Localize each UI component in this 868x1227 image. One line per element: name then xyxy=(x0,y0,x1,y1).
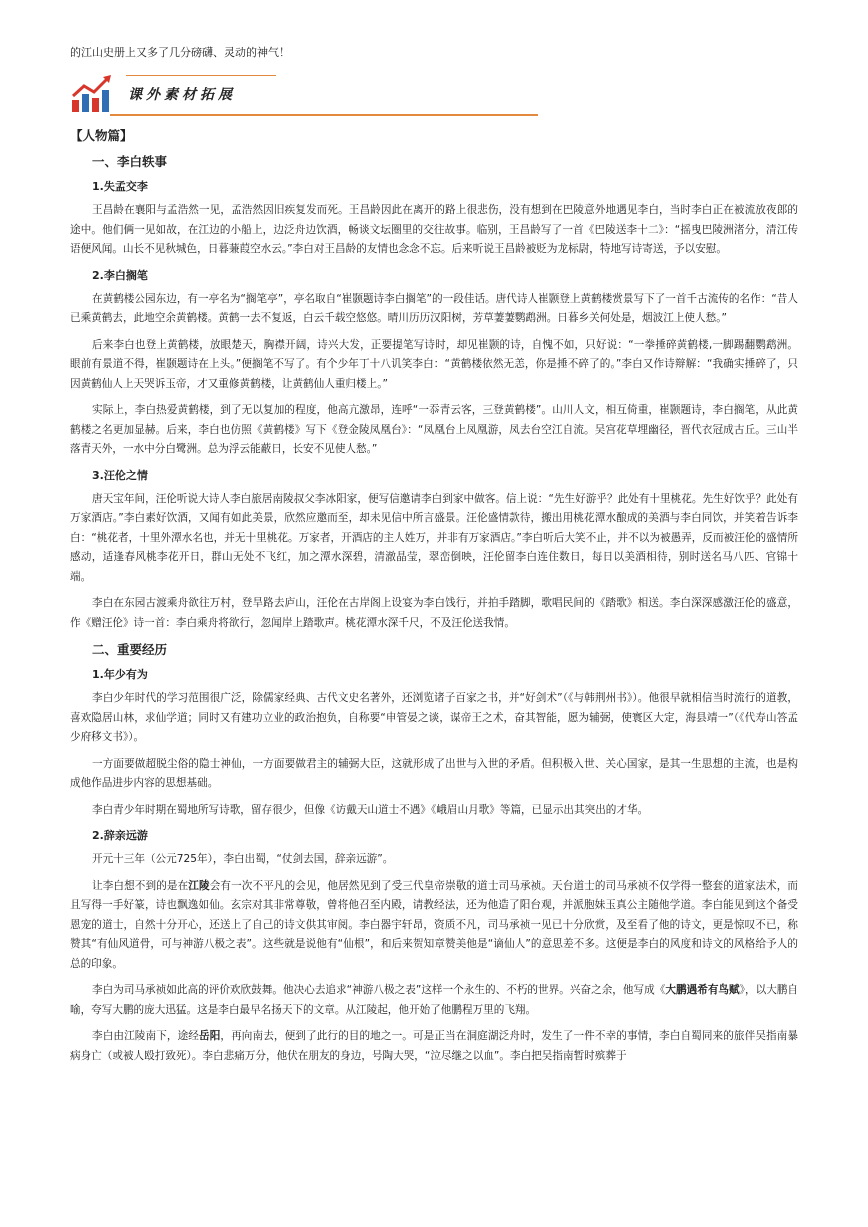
section-heading-people: 【人物篇】 xyxy=(70,128,133,143)
text-run: 会有一次不平凡的会见，他居然见到了受三代皇帝崇敬的道士司马承祯。天台道士的司马承祯不仅学得一整套的道家法术，而且写得一手好篆，诗也飘逸如仙。玄宗对其非常尊敬，曾将他召至内殿，请教经法，还为他造了阳台观，并派胞妹玉真公主随他学道。李白能见到这个备受恩宠的道士，自然十分开心，还送上了自己的诗文供其审阅。李白器宇轩昂，资质不凡，司马承祯一见已十分欣赏，及至看了他的诗文，更是惊叹不已，称赞其“有仙风道骨，可与神游八极之表”。这些就是说他有“仙根”，和后来贺知章赞美他是“谪仙人”的意思差不多。这便是李白的风度和诗文的风格给予人的总的印象。 xyxy=(70,879,799,970)
paragraph: 一方面要做超脱尘俗的隐士神仙，一方面要做君主的辅弼大臣，这就形成了出世与入世的矛盾。但积极入世、关心国家，是其一生思想的主流，也是构成他作品进步内容的思想基础。 xyxy=(70,757,798,789)
banner-top-line xyxy=(126,75,276,76)
subheading-1: 1.失孟交李 xyxy=(92,180,148,193)
bold-place-name: 江陵 xyxy=(188,879,210,892)
paragraph: 唐天宝年间，汪伦听说大诗人李白旅居南陵叔父李冰阳家，便写信邀请李白到家中做客。信上说：“先生好游乎？此处有十里桃花。先生好饮乎？此处有万家酒店。”李白素好饮酒，又闻有如此美景，欣然应邀而至，却未见信中所言盛景。汪伦盛情款待，搬出用桃花潭水酿成的美酒与李白同饮，并笑着告诉李白：“桃花者，十里外潭水名也，并无十里桃花。万家者，开酒店的主人姓万，并非有万家酒店。”李白听后大笑不止，并不以为被愚弄，反而被汪伦的盛情所感动，适逢春风桃李花开日，群山无处不飞红，加之潭水深碧，清澈晶莹，翠峦倒映，汪伦留李白连住数日，每日以美酒相待，别时送名马八匹、官锦十端。 xyxy=(70,492,798,583)
text-run: 》，以大鹏自喻，夸写大鹏的庞大迅猛。这是李白最早名扬天下的文章。从江陵起，他开始了他鹏程万里的飞翔。 xyxy=(70,984,799,1016)
subheading-2: 2.李白搁笔 xyxy=(92,268,148,282)
paragraph xyxy=(70,877,798,975)
text-run: 让李白想不到的是在 xyxy=(92,879,189,892)
paragraph: 李白在东园古渡乘舟欲往万村，登旱路去庐山，汪伦在古岸阁上设宴为李白饯行，并拍手踏脚，歌唱民间的《踏歌》相送。李白深深感激汪伦的盛意，作《赠汪伦》诗一首：李白乘舟将欲行，忽闻岸上踏歌声。桃花潭水深千尺，不及汪伦送我情。 xyxy=(70,597,798,629)
bold-place-name: 岳阳 xyxy=(199,1030,221,1042)
bar-chart-arrow-icon xyxy=(70,74,114,114)
subheading-5: 2.辞亲远游 xyxy=(92,829,148,842)
paragraph: 在黄鹤楼公园东边，有一亭名为“搁笔亭”，亭名取自“崔颢题诗李白搁笔”的一段佳话。唐代诗人崔颢登上黄鹤楼赏景写下了一首千古流传的名作：“昔人已乘黄鹤去，此地空余黄鹤楼。黄鹤一去不复返，白云千载空悠悠。晴川历历汉阳树，芳草萋萋鹦鹉洲。日暮乡关何处是，烟波江上使人愁。” xyxy=(70,292,798,324)
paragraph: 王昌龄在襄阳与孟浩然一见，孟浩然因旧疾复发而死。王昌龄因此在离开的路上很悲伤，没有想到在巴陵意外地遇见李白，当时李白正在被流放夜郎的途中。他们俩一见如故，在江边的小船上，边泛舟边饮酒，畅谈文坛圈里的交往故事。临别，王昌龄写了一首《巴陵送李十二》：“摇曳巴陵洲渚分，清江传语便风闻。山长不见秋城色，日暮蒹葭空水云。”李白对王昌龄的友情也念念不忘。后来听说王昌龄被贬为龙标尉，特地写诗寄送，予以安慰。 xyxy=(70,204,798,255)
paragraph: 李白青少年时期在蜀地所写诗歌，留存很少，但像《访戴天山道士不遇》《峨眉山月歌》等篇，已显示出其突出的才华。 xyxy=(92,803,649,816)
paragraph xyxy=(70,981,798,1020)
article-body xyxy=(70,126,798,1073)
subheading-4: 1.年少有为 xyxy=(92,668,148,681)
paragraph: 李白少年时代的学习范围很广泛，除儒家经典、古代文史名著外，还浏览诸子百家之书，并“好剑术”（《与韩荆州书》）。他很早就相信当时流行的道教，喜欢隐居山林，求仙学道；同时又有建功立业的政治抱负，自称要“申管晏之谈，谋帝王之术，奋其智能，愿为辅弼，使寰区大定，海县靖一”（《代寿山答孟少府移文书》）。 xyxy=(70,692,798,743)
continued-text-line: 的江山史册上又多了几分磅礴、灵动的神气！ xyxy=(70,46,290,59)
section-banner xyxy=(68,70,538,116)
banner-title: 课外素材拓展 xyxy=(128,87,236,103)
subheading-3: 3.汪伦之情 xyxy=(92,468,148,482)
paragraph: 后来李白也登上黄鹤楼，放眼楚天，胸襟开阔，诗兴大发，正要提笔写诗时，却见崔颢的诗，自愧不如，只好说：“一拳捶碎黄鹤楼,一脚踢翻鹦鹉洲。眼前有景道不得，崔颢题诗在上头。”便搁笔不写了。有个少年丁十八讥笑李白：“黄鹤楼依然无恙，你是捶不碎了的。”李白又作诗辩解：“我确实捶碎了，只因黄鹤仙人上天哭诉玉帝，才又重修黄鹤楼，让黄鹤仙人重归楼上。” xyxy=(70,338,798,390)
banner-underline xyxy=(110,114,538,116)
paragraph: 开元十三年（公元725年），李白出蜀，“仗剑去国，辞亲远游”。 xyxy=(92,853,394,865)
heading-li-bai-anecdotes: 一、李白轶事 xyxy=(92,154,168,169)
text-run: ，再向南去，便到了此行的目的地之一。可是正当在洞庭湖泛舟时，发生了一件不幸的事情，李白自蜀同来的旅伴吴指南暴病身亡（或被人殴打致死）。李白悲痛万分，他伏在朋友的身边，号陶大哭，“泣尽继之以血”。李白把吴指南暂时殡葬于 xyxy=(70,1030,799,1062)
heading-important-experiences: 二、重要经历 xyxy=(92,642,168,657)
paragraph: 实际上，李白热爱黄鹤楼，到了无以复加的程度，他高亢激昂，连呼“一忝青云客，三登黄鹤楼”。山川人文，相互倚重，崔颢题诗，李白搁笔，从此黄鹤楼之名更加显赫。后来，李白也仿照《黄鹤楼》写下《登金陵凤凰台》：“凤凰台上凤凰游，凤去台空江自流。吴宫花草埋幽径，晋代衣冠成古丘。三山半落青天外，一水中分白鹭洲。总为浮云能蔽日，长安不见使人愁。” xyxy=(70,404,798,455)
bold-work-title: 大鹏遇希有鸟赋 xyxy=(665,984,740,996)
text-run: 李白为司马承祯如此高的评价欢欣鼓舞。他决心去追求“神游八极之表”这样一个永生的、不朽的世界。兴奋之余，他写成《 xyxy=(92,984,666,996)
paragraph xyxy=(70,1027,798,1066)
text-run: 李白由江陵南下，途经 xyxy=(92,1030,199,1042)
